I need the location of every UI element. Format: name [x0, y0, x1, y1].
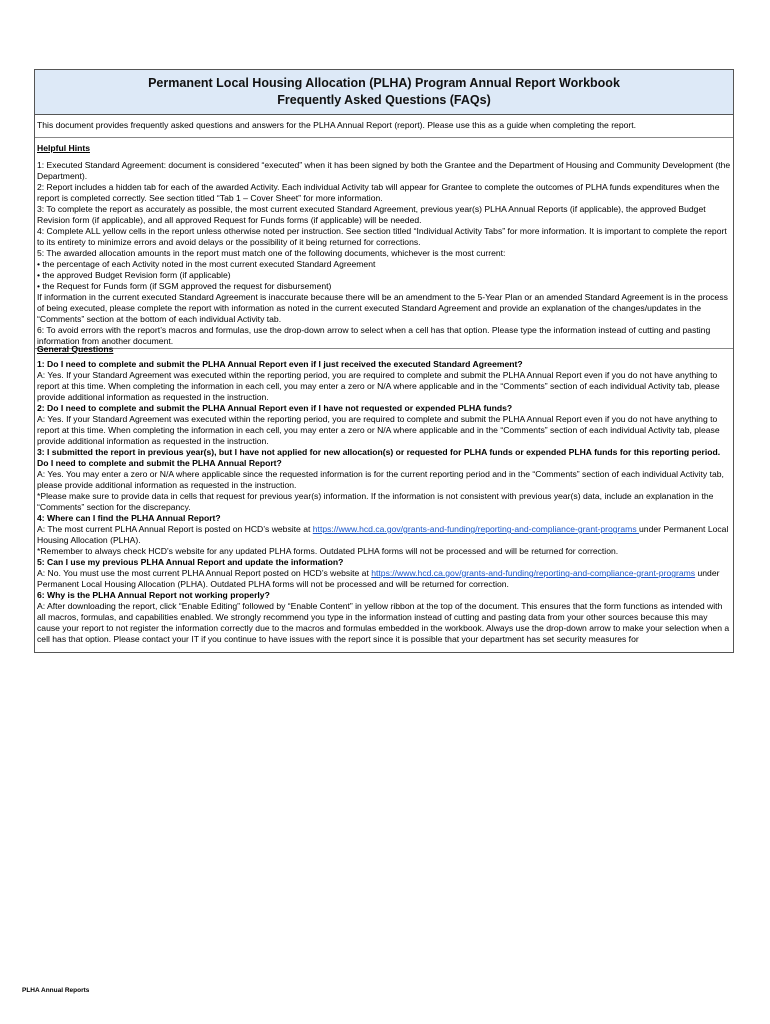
- answer-3: A: Yes. You may enter a zero or N/A where applicable since the requested information is for the current reporting period and in the “Comments” section of each individual Activity tab, please provide additional information as requested in the instruction.: [37, 469, 724, 490]
- hint-item: 5: The awarded allocation amounts in the report must match one of the following documents, whichever is the most current:: [37, 248, 506, 258]
- answer-4-note: *Remember to always check HCD’s website for any updated PLHA forms. Outdated PLHA forms will not be processed and will be returned for correction.: [37, 546, 619, 556]
- answer-5-text: A: No. You must use the most current PLHA Annual Report posted on HCD’s website at: [37, 568, 372, 578]
- answer-1: A: Yes. If your Standard Agreement was executed within the reporting period, you are required to complete and submit the PLHA Annual Report even if you do not have anything to report at this time. When completing the information in each cell, you may enter a zero or N/A where applicable and in the “Comments” section of each individual Activity tab, please provide additional information as requested in the instruction.: [37, 370, 720, 402]
- hint-item: 1: Executed Standard Agreement: document is considered “executed” when it has been signed by both the Grantee and the Department of Housing and Community Development (the Department).: [37, 160, 731, 181]
- answer-5-text-end: under Permanent Local Housing Allocation (PLHA). Outdated PLHA forms will not be processed and will be returned for correction.: [37, 568, 720, 589]
- question-2: 2: Do I need to complete and submit the PLHA Annual Report even if I have not requested or expended PLHA funds?: [37, 403, 513, 413]
- hint-item: If information in the current executed Standard Agreement is inaccurate because there will be an amendment to the 5-Year Plan or an amended Standard Agreement is in the process of being executed, please complete the report with information as noted in the current executed Standard Agreement and provide an explanation of the changes/updates in the “Comments” section at the bottom of each individual Activity tab.: [37, 292, 728, 324]
- answer-4: [37, 524, 731, 546]
- helpful-hints-section: [35, 138, 733, 349]
- answer-4-text-end: under Permanent Local Housing Allocation (PLHA).: [37, 524, 729, 545]
- answer-6: A: After downloading the report, click “Enable Editing” followed by “Enable Content” in yellow ribbon at the top of the document. This ensures that the form functions as intended with all macros, formulas, and capabilities enabled. We strongly recommend you type in the information instead of cutting and pasting data from your other sources because this may cause your report to not register the information correctly due to the macros and formulas embedded in the workbook. Always use the drop-down arrow to make your selection when a cell has that option. Please contact your IT if you continue to have issues with the report since it is possible that your department has set security measures for: [37, 601, 730, 644]
- answer-3-note: *Please make sure to provide data in cells that request for previous year(s) information. If the information is not consistent with previous year(s) data, include an explanation in the “Comments” section for the discrepancy.: [37, 491, 714, 512]
- hint-item: 2: Report includes a hidden tab for each of the awarded Activity. Each individual Activity tab will appear for Grantee to complete the outcomes of PLHA funds expenditures when the report is completed correctly. See section titled “Tab 1 – Cover Sheet” for more information.: [37, 182, 720, 203]
- hint-bullet: • the percentage of each Activity noted in the most current executed Standard Agreement: [37, 259, 376, 269]
- hint-item: 6: To avoid errors with the report’s macros and formulas, use the drop-down arrow to select when a cell has that option. Please type the information instead of cutting and pasting information from another document.: [37, 325, 711, 346]
- hcd-website-link-2[interactable]: https://www.hcd.ca.gov/grants-and-funding/reporting-and-compliance-grant-programs: [371, 568, 696, 578]
- answer-2: A: Yes. If your Standard Agreement was executed within the reporting period, you are required to complete and submit the PLHA Annual Report even if you do not have anything to report at this time. When completing the information in each cell, you may enter a zero or N/A where applicable and in the “Comments” section of each individual Activity tab, please provide additional information as requested in the instruction.: [37, 414, 720, 446]
- answer-4-text: A: The most current PLHA Annual Report is posted on HCD’s website at: [37, 524, 313, 534]
- question-4: 4: Where can I find the PLHA Annual Report?: [37, 513, 221, 523]
- question-6: 6: Why is the PLHA Annual Report not working properly?: [37, 590, 270, 600]
- hcd-website-link[interactable]: https://www.hcd.ca.gov/grants-and-funding/reporting-and-compliance-grant-programs: [312, 524, 640, 534]
- question-1: 1: Do I need to complete and submit the PLHA Annual Report even if I just received the executed Standard Agreement?: [37, 359, 523, 369]
- question-3: 3: I submitted the report in previous year(s), but I have not applied for new allocation(s) or requested for PLHA funds or expended PLHA funds for this reporting period.: [37, 447, 721, 457]
- faq-sheet: [34, 69, 734, 653]
- hint-item: 4: Complete ALL yellow cells in the report unless otherwise noted per instruction. See section titled “Individual Activity Tabs” for more information. It is important to complete the report to its entirety to minimize errors and avoid delays or the possibility of it being returned for corrections.: [37, 226, 727, 247]
- title-banner: [35, 70, 733, 115]
- helpful-hints-heading: Helpful Hints: [37, 143, 90, 153]
- hint-item: 3: To complete the report as accurately as possible, the most current executed Standard Agreement, previous year(s) PLHA Annual Reports (if applicable), the approved Budget Revision form (if applicable), and all approved Request for Funds forms (if applicable) will be needed.: [37, 204, 706, 225]
- intro-text: This document provides frequently asked questions and answers for the PLHA Annual Report (report). Please use this as a guide when completing the report.: [35, 115, 733, 138]
- question-5: 5: Can I use my previous PLHA Annual Report and update the information?: [37, 557, 344, 567]
- page-footer: PLHA Annual Reports: [22, 987, 90, 994]
- document-title: Permanent Local Housing Allocation (PLHA) Program Annual Report Workbook: [148, 76, 620, 90]
- general-questions-section: [35, 345, 733, 645]
- document-subtitle: Frequently Asked Questions (FAQs): [277, 93, 491, 107]
- answer-5: [37, 568, 731, 590]
- hint-bullet: • the Request for Funds form (if SGM approved the request for disbursement): [37, 281, 332, 291]
- general-questions-heading: General Questions: [37, 344, 114, 354]
- hint-bullet: • the approved Budget Revision form (if applicable): [37, 270, 231, 280]
- question-3-continued: Do I need to complete and submit the PLHA Annual Report?: [37, 458, 282, 468]
